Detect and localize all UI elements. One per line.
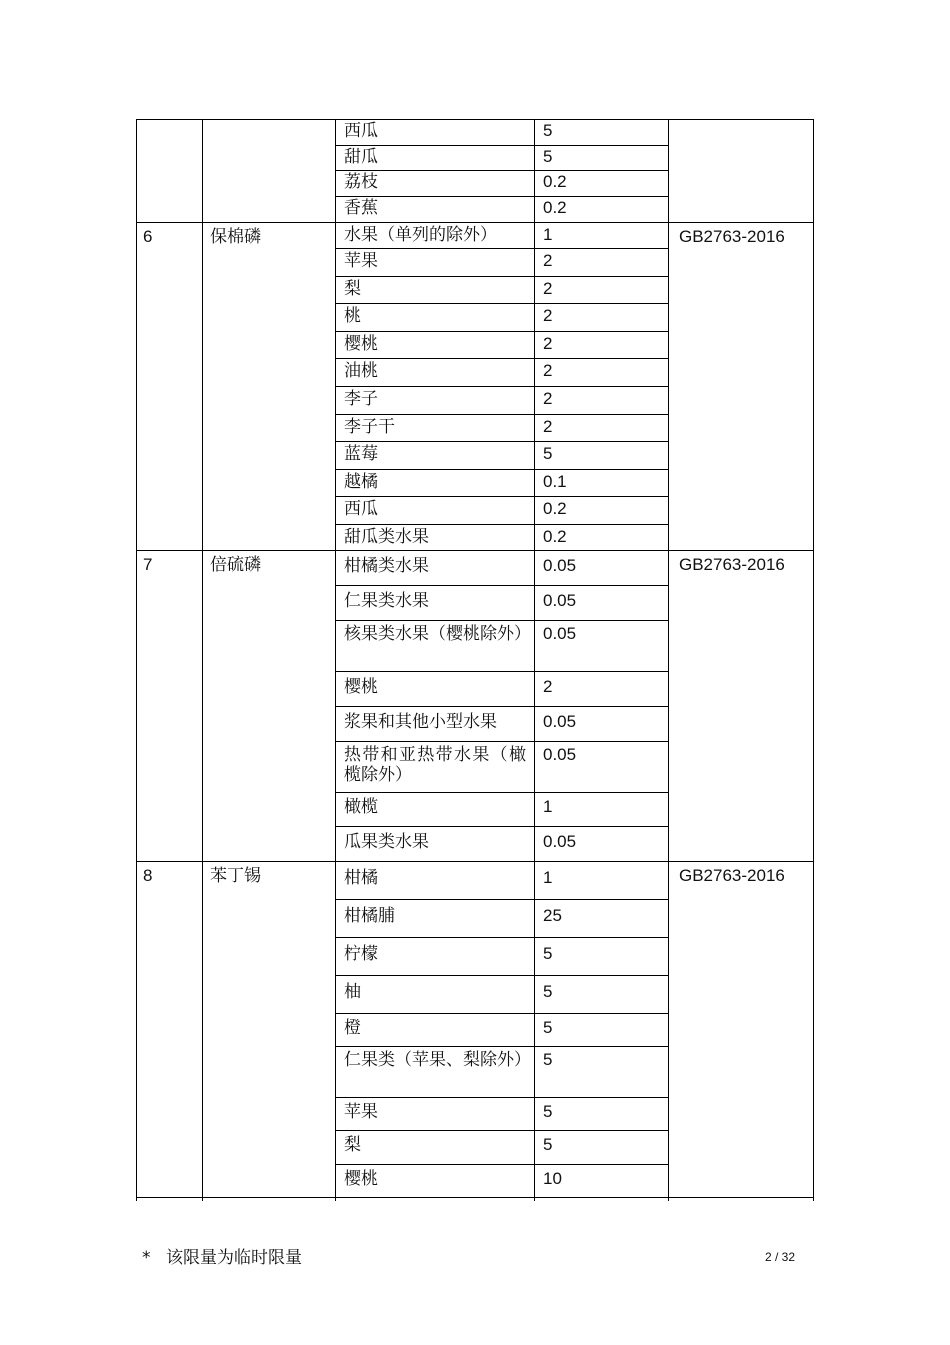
- row-rule: [335, 358, 668, 359]
- group-number: 6: [143, 227, 153, 246]
- food-cell: 桃: [344, 306, 361, 326]
- food-cell: 水果（单列的除外）: [344, 225, 497, 245]
- limit-cell: 0.05: [543, 624, 577, 643]
- limit-cell: 5: [543, 1135, 553, 1154]
- food-cell: 李子: [344, 389, 378, 409]
- row-rule: [335, 975, 668, 976]
- row-rule: [335, 1130, 668, 1131]
- limit-cell: 2: [543, 279, 553, 298]
- limit-cell: 5: [543, 121, 553, 140]
- table-top-border: [136, 119, 814, 120]
- food-cell: 油桃: [344, 361, 378, 381]
- limit-cell: 2: [543, 334, 553, 353]
- limit-cell: 0.05: [543, 832, 577, 851]
- row-rule: [335, 524, 668, 525]
- food-cell: 越橘: [344, 472, 378, 492]
- food-cell: 香蕉: [344, 198, 378, 218]
- standard-code: GB2763-2016: [679, 866, 785, 885]
- food-cell: 樱桃: [344, 677, 378, 697]
- food-cell: 甜瓜: [344, 147, 378, 167]
- limit-cell: 0.2: [543, 527, 567, 546]
- limit-cell: 0.2: [543, 198, 567, 217]
- group-rule: [136, 550, 814, 551]
- limit-cell: 0.1: [543, 472, 567, 491]
- food-cell: 荔枝: [344, 172, 378, 192]
- column-rule-1: [202, 119, 203, 1201]
- column-rule-4: [668, 119, 669, 1201]
- food-cell: 西瓜: [344, 121, 378, 141]
- pesticide-name: 苯丁锡: [210, 866, 261, 886]
- row-rule: [335, 469, 668, 470]
- food-cell: 柑橘: [344, 868, 378, 888]
- food-cell: 樱桃: [344, 334, 378, 354]
- row-rule: [335, 145, 668, 146]
- row-rule: [335, 248, 668, 249]
- food-cell: 苹果: [344, 1102, 378, 1122]
- row-rule: [335, 196, 668, 197]
- food-cell: 浆果和其他小型水果: [344, 712, 497, 732]
- row-rule: [335, 276, 668, 277]
- food-cell: 瓜果类水果: [344, 832, 429, 852]
- limit-cell: 1: [543, 225, 553, 244]
- column-rule-0: [136, 119, 137, 1201]
- row-rule: [335, 741, 668, 742]
- limit-cell: 2: [543, 306, 553, 325]
- footnote-marker: *: [142, 1248, 151, 1268]
- row-rule: [335, 899, 668, 900]
- food-cell: 仁果类水果: [344, 591, 429, 611]
- group-rule: [136, 861, 814, 862]
- row-rule: [335, 1097, 668, 1098]
- limit-cell: 25: [543, 906, 562, 925]
- standard-code: GB2763-2016: [679, 555, 785, 574]
- food-cell: 西瓜: [344, 499, 378, 519]
- food-cell: 甜瓜类水果: [344, 527, 429, 547]
- limit-cell: 0.05: [543, 556, 577, 575]
- food-cell: 李子干: [344, 417, 395, 437]
- row-rule: [335, 706, 668, 707]
- limit-cell: 0.05: [543, 745, 577, 764]
- row-rule: [335, 826, 668, 827]
- limit-cell: 0.2: [543, 172, 567, 191]
- food-cell: 樱桃: [344, 1169, 378, 1189]
- limit-cell: 0.05: [543, 712, 577, 731]
- footnote: [142, 1247, 302, 1269]
- row-rule: [335, 170, 668, 171]
- food-cell: 柚: [344, 982, 361, 1002]
- group-rule: [136, 222, 814, 223]
- limit-cell: 2: [543, 677, 553, 696]
- column-rule-2: [335, 119, 336, 1201]
- limit-cell: 5: [543, 147, 553, 166]
- row-rule: [335, 792, 668, 793]
- food-cell: 柑橘脯: [344, 906, 395, 926]
- row-rule: [335, 620, 668, 621]
- row-rule: [335, 414, 668, 415]
- row-rule: [335, 1046, 668, 1047]
- food-cell: 橄榄: [344, 797, 378, 817]
- limit-cell: 2: [543, 389, 553, 408]
- row-rule: [335, 303, 668, 304]
- group-number: 7: [143, 555, 153, 574]
- limit-cell: 2: [543, 361, 553, 380]
- column-rule-3: [534, 119, 535, 1201]
- food-cell: 梨: [344, 279, 361, 299]
- pesticide-name: 倍硫磷: [210, 555, 261, 575]
- food-cell: 核果类水果（樱桃除外）: [344, 624, 531, 644]
- food-cell: 仁果类（苹果、梨除外）: [344, 1050, 531, 1070]
- limit-cell: 10: [543, 1169, 562, 1188]
- footnote-text: 该限量为临时限量: [166, 1248, 302, 1268]
- row-rule: [335, 386, 668, 387]
- pesticide-name: 保棉磷: [210, 227, 261, 247]
- page-number: 2 / 32: [765, 1250, 796, 1264]
- standard-code: GB2763-2016: [679, 227, 785, 246]
- limit-cell: 2: [543, 417, 553, 436]
- limit-cell: 5: [543, 1050, 553, 1069]
- limit-cell: 5: [543, 1018, 553, 1037]
- limit-cell: 5: [543, 944, 553, 963]
- limit-cell: 5: [543, 1102, 553, 1121]
- limit-cell: 5: [543, 982, 553, 1001]
- row-rule: [335, 671, 668, 672]
- limit-cell: 1: [543, 797, 553, 816]
- row-rule: [335, 1164, 668, 1165]
- row-rule: [335, 441, 668, 442]
- row-rule: [335, 331, 668, 332]
- residue-limit-table: [136, 119, 814, 1201]
- column-rule-5: [813, 119, 814, 1201]
- food-cell: 热带和亚热带水果（橄榄除外）: [344, 745, 526, 785]
- row-rule: [335, 937, 668, 938]
- food-cell: 橙: [344, 1018, 361, 1038]
- row-rule: [335, 1013, 668, 1014]
- limit-cell: 0.2: [543, 499, 567, 518]
- food-cell: 柠檬: [344, 944, 378, 964]
- limit-cell: 1: [543, 868, 553, 887]
- limit-cell: 2: [543, 251, 553, 270]
- food-cell: 蓝莓: [344, 444, 378, 464]
- food-cell: 柑橘类水果: [344, 556, 429, 576]
- row-rule: [335, 585, 668, 586]
- limit-cell: 0.05: [543, 591, 577, 610]
- group-rule: [136, 1197, 814, 1198]
- food-cell: 苹果: [344, 251, 378, 271]
- group-number: 8: [143, 866, 153, 885]
- food-cell: 梨: [344, 1135, 361, 1155]
- row-rule: [335, 496, 668, 497]
- limit-cell: 5: [543, 444, 553, 463]
